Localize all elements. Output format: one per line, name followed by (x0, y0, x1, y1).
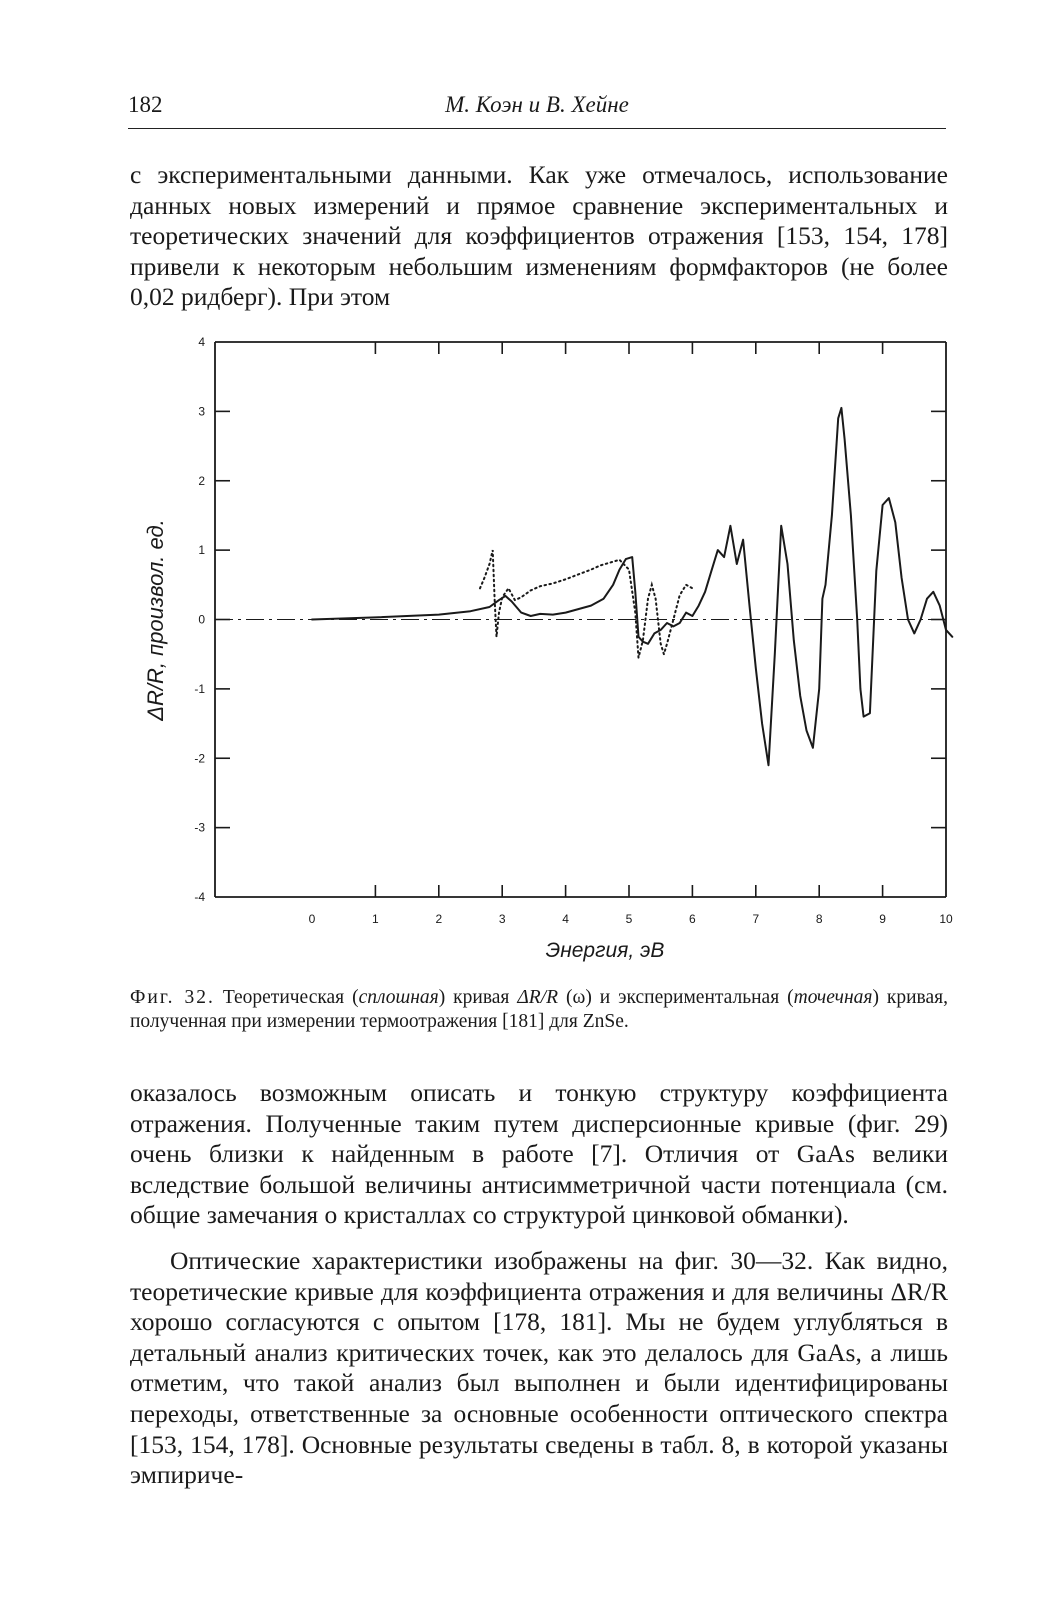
experimental-dotted-curve (480, 550, 692, 658)
x-tick-label: 7 (752, 912, 760, 926)
y-tick-label: 2 (198, 473, 205, 488)
caption-text: ) кривая, полученная при измерении термоотражения [181] для ZnSe. (130, 987, 948, 1032)
x-tick-label: 2 (435, 912, 443, 926)
caption-solid-term: сплошная (358, 987, 439, 1008)
x-tick-label: 1 (372, 912, 379, 926)
figure-caption (130, 986, 948, 1034)
y-tick-label: -1 (194, 681, 205, 696)
x-tick-label: 0 (308, 912, 316, 926)
page-header (128, 92, 946, 129)
top-paragraph: с экспериментальными данными. Как уже отмечалось, использование данных новых измерений и прямое сравнение экспериментальных и теоретических значений для коэффициентов отражения [153, 154, 178] привели к некоторым небольшим изменениям формфакторов (не более 0,02 ридберг). При этом (130, 160, 948, 312)
y-tick-label: 3 (198, 404, 205, 419)
y-tick-label: 4 (198, 335, 205, 349)
x-tick-label: 5 (625, 912, 633, 926)
y-tick-label: 1 (198, 543, 205, 558)
x-tick-label: 10 (939, 912, 953, 926)
caption-quantity-term: ΔR/R (517, 987, 559, 1008)
running-head: М. Коэн и В. Хейне (445, 92, 629, 117)
body-paragraph-2: Оптические характеристики изображены на фиг. 30—32. Как видно, теоретические кривые для коэффициента отражения и для величины ΔR/R хорошо согласуются с опытом [178, 181]. Мы не будем углубляться в детальный анализ критических точек, как это делалось для GaAs, а лишь отметим, что такой анализ был выполнен и были идентифицированы переходы, ответственные за основные особенности оптического спектра [153, 154, 178]. Основные результаты сведены в табл. 8, в которой указаны эмпириче- (130, 1246, 948, 1490)
y-axis-label: ΔR/R, произвол. ед. (143, 519, 168, 721)
x-tick-label: 4 (562, 912, 569, 926)
figure-32-chart (100, 320, 980, 1000)
tick-labels (194, 335, 953, 926)
y-tick-label: -4 (194, 890, 205, 904)
caption-text: Теоретическая ( (214, 987, 359, 1008)
caption-text: ) кривая (438, 987, 518, 1008)
x-tick-label: 9 (879, 912, 886, 926)
x-axis-label: Энергия, эВ (545, 939, 665, 962)
x-tick-label: 6 (689, 912, 696, 926)
page-number: 182 (128, 92, 163, 117)
caption-label: Фиг. 32. (130, 987, 215, 1008)
x-tick-label: 8 (815, 912, 823, 926)
caption-text: (ω) и экспериментальная ( (558, 987, 794, 1008)
x-tick-label: 3 (498, 912, 506, 926)
body-paragraph-1: оказалось возможным описать и тонкую структуру коэффициента отражения. Полученные таким путем дисперсионные кривые (фиг. 29) очень близки к найденным в работе [7]. Отличия от GaAs велики вследствие большой величины антисимметричной части потенциала (см. общие замечания о кристаллах со структурой цинковой обманки). (130, 1078, 948, 1230)
y-tick-label: -3 (194, 820, 205, 835)
y-tick-label: 0 (198, 612, 205, 627)
y-tick-label: -2 (194, 751, 205, 766)
caption-dotted-term: точечная (793, 987, 873, 1008)
